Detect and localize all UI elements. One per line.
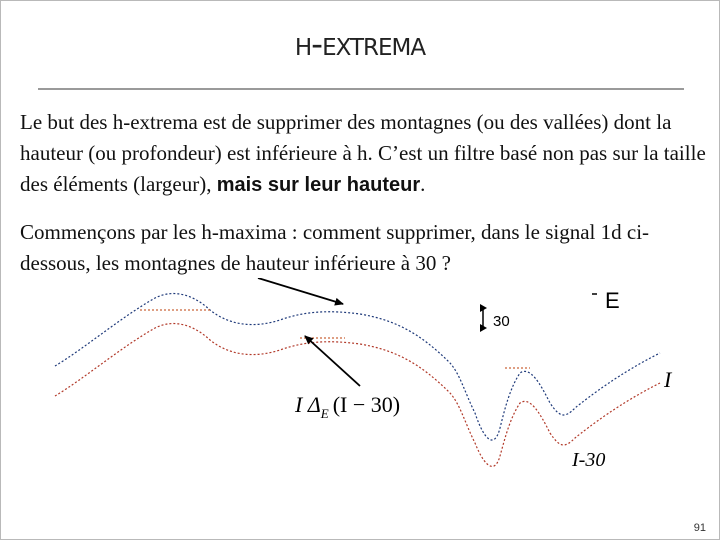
intro-end: .: [420, 172, 426, 196]
signal-figure: [0, 278, 720, 478]
I-label: I: [664, 367, 672, 392]
intro-text: Le but des h-extrema est de supprimer des montagnes (ou des vallées) dont la hauteur (ou profondeur) est inférieure à h. C’est un filtre basé non pas sur la taille des éléments (largeur),: [20, 110, 706, 196]
page-number: 91: [693, 522, 706, 534]
reconstruction-label-sub: E: [320, 406, 329, 421]
arrow-to-reconstruction: [305, 336, 360, 386]
reconstruction-curve: [140, 310, 530, 368]
E-label: E: [605, 288, 620, 313]
reconstruction-label: [294, 392, 400, 421]
intro-emphasis: mais sur leur hauteur: [216, 174, 421, 196]
height-30-label: 30: [493, 313, 510, 330]
reconstruction-label-main: I Δ: [295, 392, 321, 417]
reconstruction-label-tail: (I − 30): [332, 392, 401, 417]
I30-label: I-30: [572, 449, 606, 471]
question-paragraph: Commençons par les h-maxima : comment supprimer, dans le signal 1d ci-dessous, les montagnes de hauteur inférieure à 30 ?: [20, 220, 650, 275]
intro-paragraph: [20, 107, 706, 201]
slide-title: h-extrema: [294, 24, 426, 63]
arrow-to-signal-I: [258, 278, 343, 304]
signal-I-curve: [55, 294, 660, 440]
title-divider: [38, 88, 684, 90]
